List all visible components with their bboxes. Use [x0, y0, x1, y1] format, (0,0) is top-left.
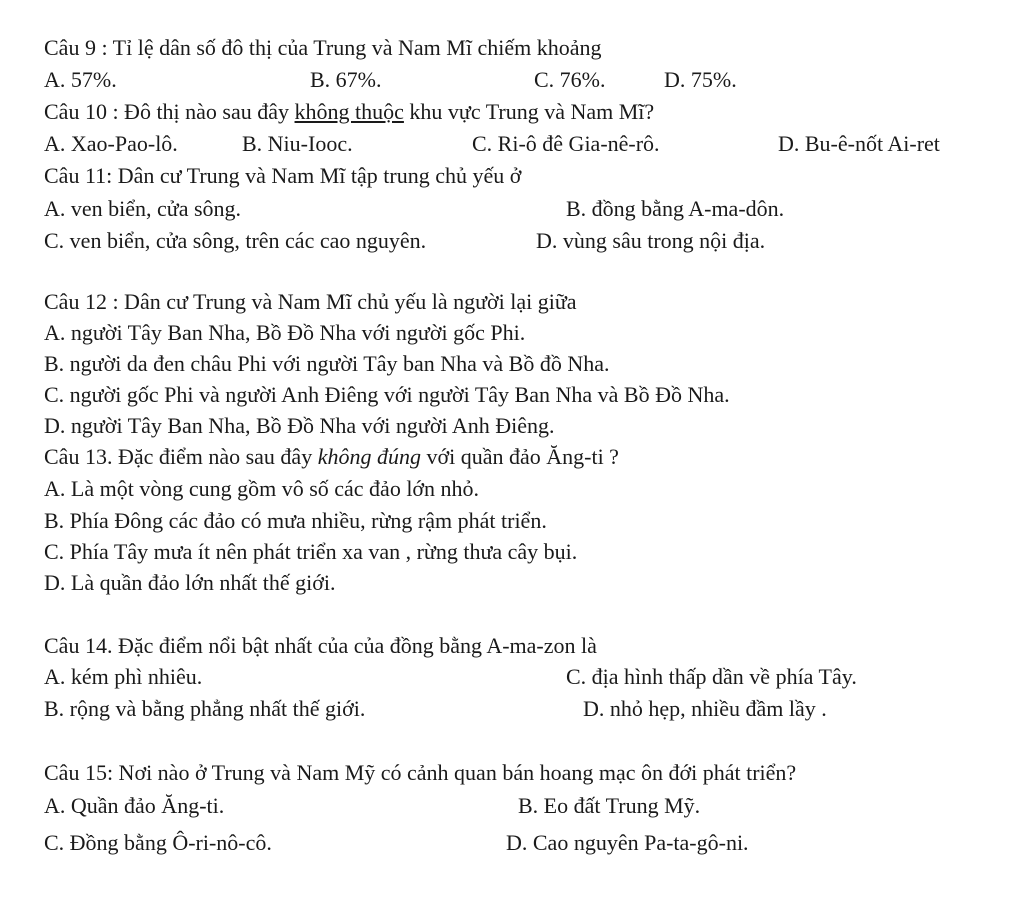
q13-option-b: B. Phía Đông các đảo có mưa nhiều, rừng rậm phát triển.: [44, 508, 547, 533]
q12-option-b: B. người da đen châu Phi với người Tây ban Nha và Bồ đồ Nha.: [44, 351, 610, 376]
q13-option-a: A. Là một vòng cung gồm vô số các đảo lớn nhỏ.: [44, 476, 480, 501]
q10-stem: [44, 99, 654, 125]
q10-option-d: D. Bu-ê-nốt Ai-ret: [778, 131, 940, 156]
q12-option-a: A. người Tây Ban Nha, Bồ Đồ Nha với người gốc Phi.: [44, 320, 526, 345]
q9-option-c: C. 76%.: [534, 67, 606, 92]
q12-option-c: C. người gốc Phi và người Anh Điêng với người Tây Ban Nha và Bồ Đồ Nha.: [44, 382, 730, 407]
q11-option-a: A. ven biển, cửa sông.: [44, 196, 242, 221]
q9-stem: Câu 9 : Tỉ lệ dân số đô thị của Trung và Nam Mĩ chiếm khoảng: [44, 35, 602, 60]
q13-stem-post: với quần đảo Ăng-ti ?: [420, 444, 619, 469]
q10-option-c: C. Ri-ô đê Gia-nê-rô.: [472, 131, 660, 156]
q14-option-b: B. rộng và bằng phẳng nhất thế giới.: [44, 696, 366, 721]
q15-stem: Câu 15: Nơi nào ở Trung và Nam Mỹ có cảnh quan bán hoang mạc ôn đới phát triển?: [44, 760, 797, 785]
q15-option-a: A. Quần đảo Ăng-ti.: [44, 793, 225, 818]
q10-stem-pre: Câu 10 : Đô thị nào sau đây: [44, 99, 295, 124]
q14-option-d: D. nhỏ hẹp, nhiều đầm lầy .: [583, 696, 827, 721]
q13-option-d: D. Là quần đảo lớn nhất thế giới.: [44, 570, 336, 595]
q13-option-c: C. Phía Tây mưa ít nên phát triển xa van , rừng thưa cây bụi.: [44, 539, 578, 564]
q13-stem: [44, 444, 619, 470]
q10-stem-post: khu vực Trung và Nam Mĩ?: [403, 99, 655, 124]
q15-option-c: C. Đồng bằng Ô-ri-nô-cô.: [44, 830, 272, 855]
q11-stem: Câu 11: Dân cư Trung và Nam Mĩ tập trung chủ yếu ở: [44, 163, 522, 188]
q9-option-b: B. 67%.: [310, 67, 382, 92]
q14-stem: Câu 14. Đặc điểm nổi bật nhất của của đồng bằng A-ma-zon là: [44, 633, 597, 658]
q12-option-d: D. người Tây Ban Nha, Bồ Đồ Nha với người Anh Điêng.: [44, 413, 555, 438]
q10-option-b: B. Niu-Iooc.: [242, 131, 353, 156]
q15-option-b: B. Eo đất Trung Mỹ.: [518, 793, 701, 818]
q9-option-a: A. 57%.: [44, 67, 117, 92]
q9-option-d: D. 75%.: [664, 67, 737, 92]
q12-stem: Câu 12 : Dân cư Trung và Nam Mĩ chủ yếu là người lại giữa: [44, 289, 577, 314]
q13-stem-italic: không đúng: [317, 444, 421, 469]
q11-option-b: B. đồng bằng A-ma-dôn.: [566, 196, 785, 221]
q13-stem-pre: Câu 13. Đặc điểm nào sau đây: [44, 444, 318, 469]
q11-option-d: D. vùng sâu trong nội địa.: [536, 228, 766, 253]
q10-stem-underlined: không thuộc: [294, 99, 404, 124]
q10-option-a: A. Xao-Pao-lô.: [44, 131, 178, 156]
q11-option-c: C. ven biển, cửa sông, trên các cao nguyên.: [44, 228, 427, 253]
q14-option-a: A. kém phì nhiêu.: [44, 664, 203, 689]
q15-option-d: D. Cao nguyên Pa-ta-gô-ni.: [506, 830, 749, 855]
q14-option-c: C. địa hình thấp dần về phía Tây.: [566, 664, 857, 689]
